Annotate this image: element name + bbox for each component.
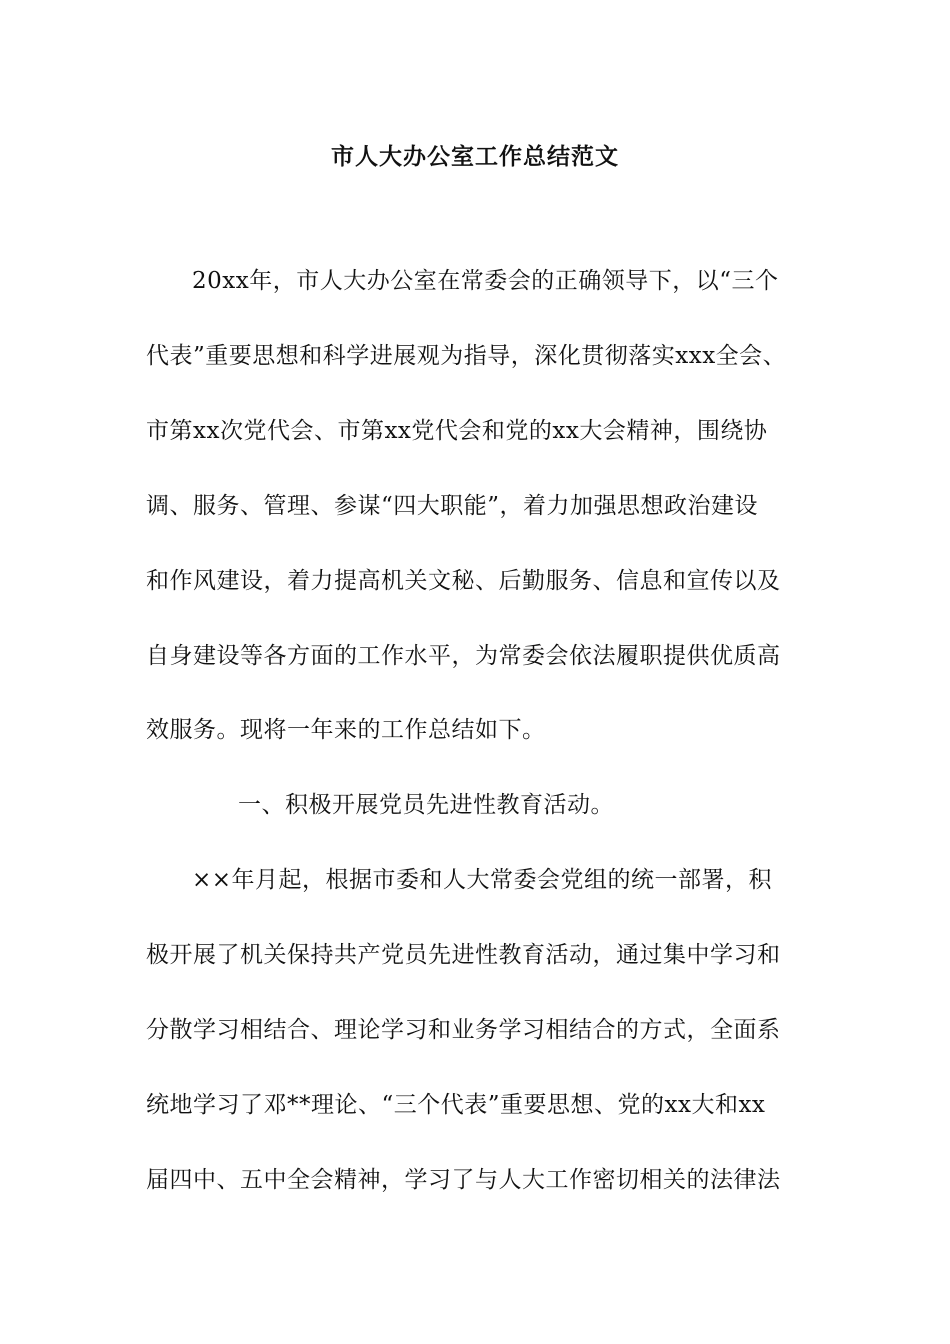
paragraph-line: 市第xx次党代会、市第xx党代会和党的xx大会精神，围绕协 <box>146 418 768 444</box>
document-title: 市人大办公室工作总结范文 <box>331 143 619 170</box>
paragraph-line: 届四中、五中全会精神，学习了与人大工作密切相关的法律法 <box>146 1167 781 1193</box>
paragraph-line: 效服务。现将一年来的工作总结如下。 <box>146 717 546 743</box>
paragraph-line: 极开展了机关保持共产党员先进性教育活动，通过集中学习和 <box>146 942 781 968</box>
section-heading: 一、积极开展党员先进性教育活动。 <box>238 792 614 818</box>
paragraph-line: 代表”重要思想和科学进展观为指导，深化贯彻落实xxx全会、 <box>146 343 787 369</box>
paragraph-line: 20xx年，市人大办公室在常委会的正确领导下，以“三个 <box>192 268 779 294</box>
paragraph-line: 调、服务、管理、参谋“四大职能”，着力加强思想政治建设 <box>146 493 759 519</box>
paragraph-line: 统地学习了邓**理论、“三个代表”重要思想、党的xx大和xx <box>146 1092 766 1118</box>
paragraph-line: 和作风建设，着力提高机关文秘、后勤服务、信息和宣传以及 <box>146 568 781 594</box>
paragraph-line: 自身建设等各方面的工作水平，为常委会依法履职提供优质高 <box>146 643 781 669</box>
paragraph-line: ××年月起，根据市委和人大常委会党组的统一部署，积 <box>192 867 773 893</box>
paragraph-line: 分散学习相结合、理论学习和业务学习相结合的方式，全面系 <box>146 1017 781 1043</box>
